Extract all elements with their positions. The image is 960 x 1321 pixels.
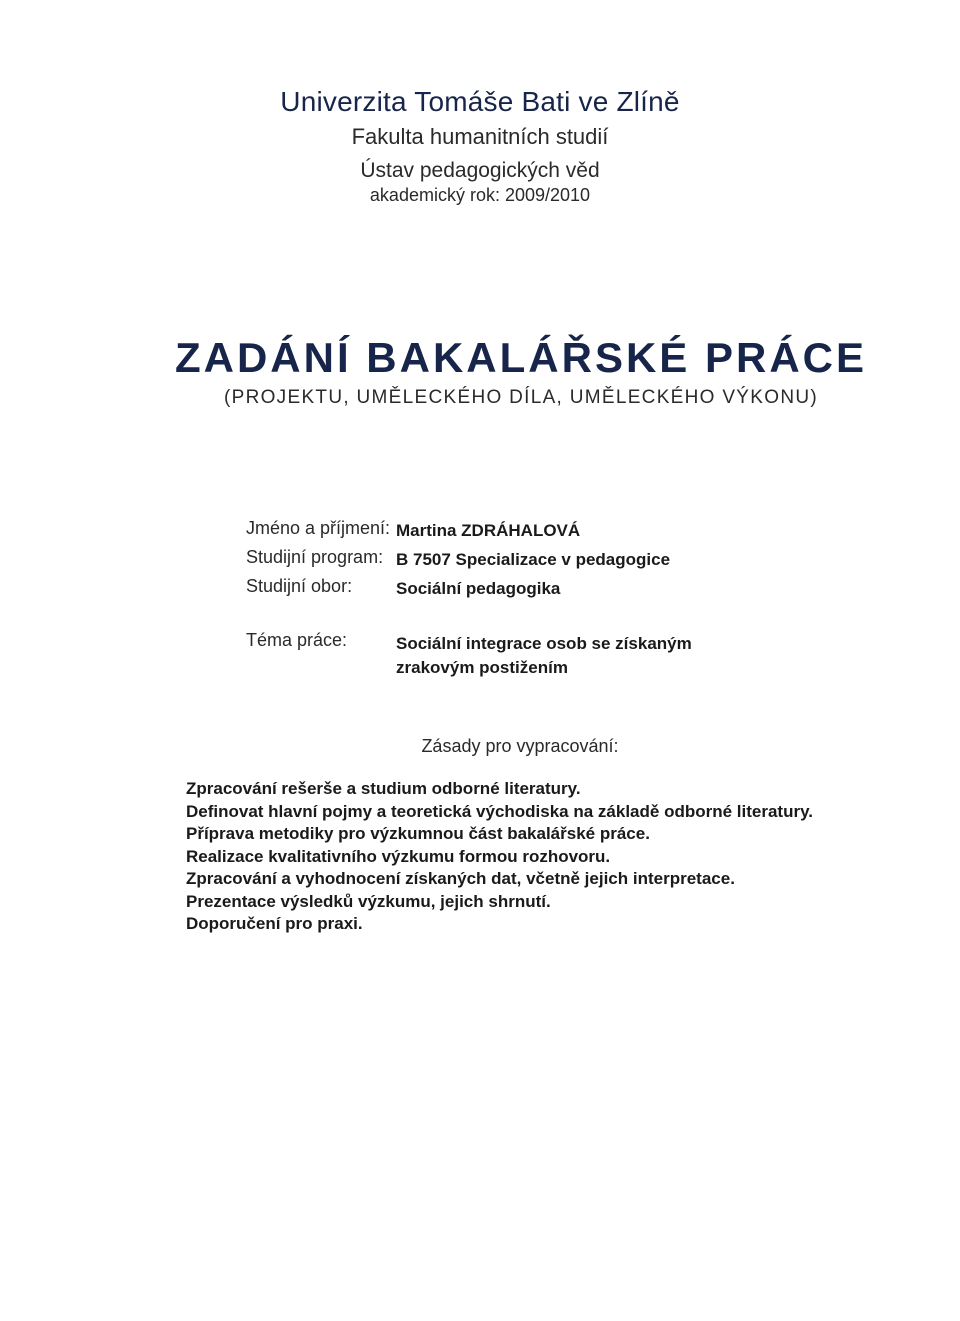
page-title: ZADÁNÍ BAKALÁŘSKÉ PRÁCE <box>174 334 867 381</box>
rule-item: Realizace kvalitativního výzkumu formou rozhovoru. <box>186 846 611 866</box>
field-value: Sociální pedagogika <box>396 579 561 598</box>
info-row-field <box>0 576 960 606</box>
rules-heading: Zásady pro vypracování: <box>421 736 619 756</box>
info-row-name <box>0 518 960 548</box>
program-label: Studijní program: <box>246 547 384 567</box>
institute-name: Ústav pedagogických věd <box>360 159 600 182</box>
rule-item: Prezentace výsledků výzkumu, jejich shrnutí. <box>186 891 551 911</box>
rules-list <box>186 778 813 936</box>
rule-item: Definovat hlavní pojmy a teoretická východiska na základě odborné literatury. <box>186 801 813 821</box>
rule-item: Doporučení pro praxi. <box>186 914 363 933</box>
program-value: B 7507 Specializace v pedagogice <box>396 550 671 569</box>
faculty-name: Fakulta humanitních studií <box>351 124 609 149</box>
info-row-topic <box>0 630 960 690</box>
academic-year: akademický rok: 2009/2010 <box>369 185 591 205</box>
field-label: Studijní obor: <box>246 576 353 596</box>
rule-item: Příprava metodiky pro výzkumnou část bakalářské práce. <box>186 824 650 843</box>
topic-label: Téma práce: <box>246 630 348 650</box>
topic-value: Sociální integrace osob se získaným zrakovým postižením <box>396 634 692 677</box>
page-subtitle: (PROJEKTU, UMĚLECKÉHO DÍLA, UMĚLECKÉHO VÝKONU) <box>223 387 818 408</box>
name-value: Martina ZDRÁHALOVÁ <box>396 521 581 540</box>
info-row-program <box>0 547 960 577</box>
rule-item: Zpracování a vyhodnocení získaných dat, včetně jejich interpretace. <box>186 869 735 888</box>
name-label: Jméno a příjmení: <box>246 518 391 538</box>
university-name: Univerzita Tomáše Bati ve Zlíně <box>280 86 680 117</box>
rule-item: Zpracování rešerše a studium odborné literatury. <box>186 779 581 798</box>
